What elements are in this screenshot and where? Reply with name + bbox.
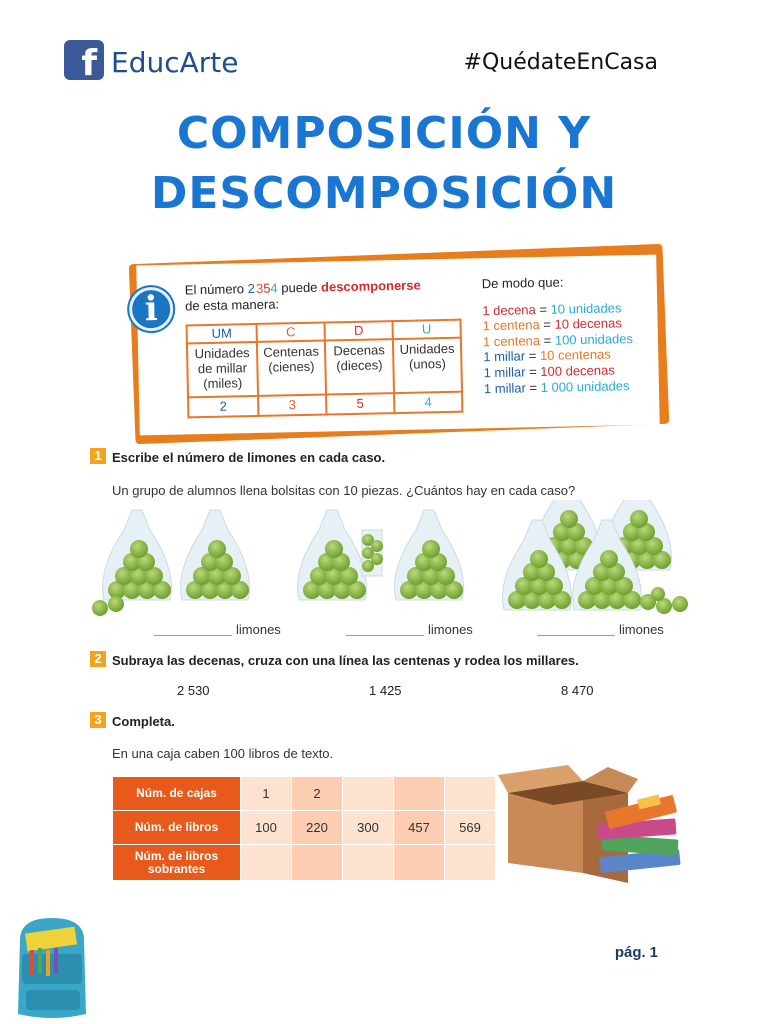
digit-u: 4 [270,280,278,296]
header-um: UM [187,324,257,343]
eq-right: 100 decenas [540,362,615,379]
value-d: 5 [326,393,394,414]
equivalences [482,273,634,396]
eq-left: 1 centena [482,317,540,334]
exercise-1-title: Escribe el número de limones en cada caso. [112,450,386,465]
desc-d [325,339,394,394]
eq-left: 1 millar [483,379,526,396]
blank-label: limones [236,622,281,637]
lemon-bags-illustration [92,500,702,620]
digit-c: 3 [255,280,264,296]
eq-left: 1 centena [482,332,541,349]
eq-sign: = [525,348,541,364]
page-number [615,944,658,961]
intro-prefix: El número [184,281,248,298]
exercise-1-text: Un grupo de alumnos llena bolsitas con 10 piezas. ¿Cuántos hay en cada caso? [112,483,576,498]
table-cell[interactable] [241,845,292,881]
desc-um [187,342,258,397]
header-c: C [257,323,325,342]
exercise-3-number: 3 [90,712,106,728]
exercise-1-number: 1 [90,448,106,464]
value-c: 3 [258,395,326,416]
header [64,40,658,84]
eq-right: 1 000 unidades [540,377,630,395]
table-cell: 100 [241,811,292,845]
backpack-icon [10,910,94,1020]
table-cell[interactable] [445,777,496,811]
value-um: 2 [188,396,258,417]
eq-left: 1 millar [483,348,526,365]
equivalences-title: De modo que: [481,274,564,292]
table-cell[interactable] [343,777,394,811]
title-line-2: DESCOMPOSICIÓN [150,168,618,219]
desc-u-2: (unos) [408,356,446,372]
intro-keyword: descomponerse [320,277,421,295]
page-number-value: 1 [649,944,658,961]
info-icon: i [129,287,174,332]
eq-sign: = [525,379,541,395]
hashtag: #QuédateEnCasa [463,50,658,75]
desc-u [393,338,462,393]
value-u: 4 [394,392,462,413]
number-item[interactable]: 1 425 [369,683,402,698]
number-item[interactable]: 8 470 [561,683,594,698]
desc-c [257,341,326,396]
eq-sign: = [539,316,555,333]
eq-sign: = [525,363,541,380]
digit-d: 5 [263,280,271,296]
answer-blank-2[interactable] [346,622,473,637]
desc-d-1: Decenas [333,342,385,359]
eq-left: 1 millar [483,364,526,381]
desc-um-2: de millar [197,360,248,377]
answer-blank-1[interactable] [154,622,281,637]
table-cell: 220 [292,811,343,845]
table-cell[interactable]: 2 [292,777,343,811]
blank-label: limones [428,622,473,637]
eq-right: 10 decenas [554,315,622,332]
table-cell[interactable] [394,845,445,881]
exercise-3-title: Completa. [112,714,175,729]
desc-um-3: (miles) [203,375,243,392]
header-d: D [325,321,393,340]
table-cell[interactable] [394,777,445,811]
lemon-bag [298,510,367,600]
desc-c-2: (cienes) [268,358,315,375]
title-line-1: COMPOSICIÓN Y [176,108,592,159]
table-cell: 300 [343,811,394,845]
table-cell[interactable] [445,845,496,881]
answer-blank-3[interactable] [537,622,664,637]
table-cell[interactable] [343,845,394,881]
table-cell[interactable] [292,845,343,881]
loose-lemons [640,587,688,614]
exercise-2-title: Subraya las decenas, cruza con una línea las centenas y rodea los millares. [112,653,579,668]
brand-name: EducArte [111,46,239,79]
info-intro [185,278,422,315]
table-cell: 569 [445,811,496,845]
equivalence-row [484,378,634,397]
desc-d-2: (dieces) [336,357,383,374]
row-header-libros: Núm. de libros [113,811,241,845]
intro-suffix: de esta manera: [184,296,280,314]
eq-sign: = [539,332,556,348]
table-cell[interactable]: 1 [241,777,292,811]
eq-sign: = [535,301,551,317]
lemon-bag [395,510,464,600]
blank-label: limones [619,622,664,637]
box-with-books-illustration [498,763,688,888]
lemon-bag [103,510,172,600]
exercise-2-number: 2 [90,651,106,667]
facebook-icon[interactable]: f [64,40,104,80]
digit-um: 2 [247,280,256,297]
eq-right: 10 centenas [539,346,611,364]
row-header-sobrantes: Núm. de libros sobrantes [113,845,241,881]
intro-mid: puede [277,279,322,296]
desc-um-1: Unidades [194,345,250,362]
table-cell: 457 [394,811,445,845]
eq-right: 10 unidades [550,299,622,317]
desc-u-1: Unidades [399,340,455,357]
desc-c-1: Centenas [263,343,320,360]
eq-right: 100 unidades [554,330,634,348]
info-box [120,250,670,440]
header-u: U [392,320,460,339]
page-label: pág. [614,944,646,961]
page-title [0,104,768,224]
exercise-3-text: En una caja caben 100 libros de texto. [112,746,334,761]
books-table [112,776,496,881]
info-box-card [136,255,659,436]
lemon-bag [181,510,250,600]
eq-left: 1 decena [482,301,536,318]
number-item[interactable]: 2 530 [177,683,210,698]
row-header-cajas: Núm. de cajas [113,777,241,811]
place-value-table [186,319,464,419]
